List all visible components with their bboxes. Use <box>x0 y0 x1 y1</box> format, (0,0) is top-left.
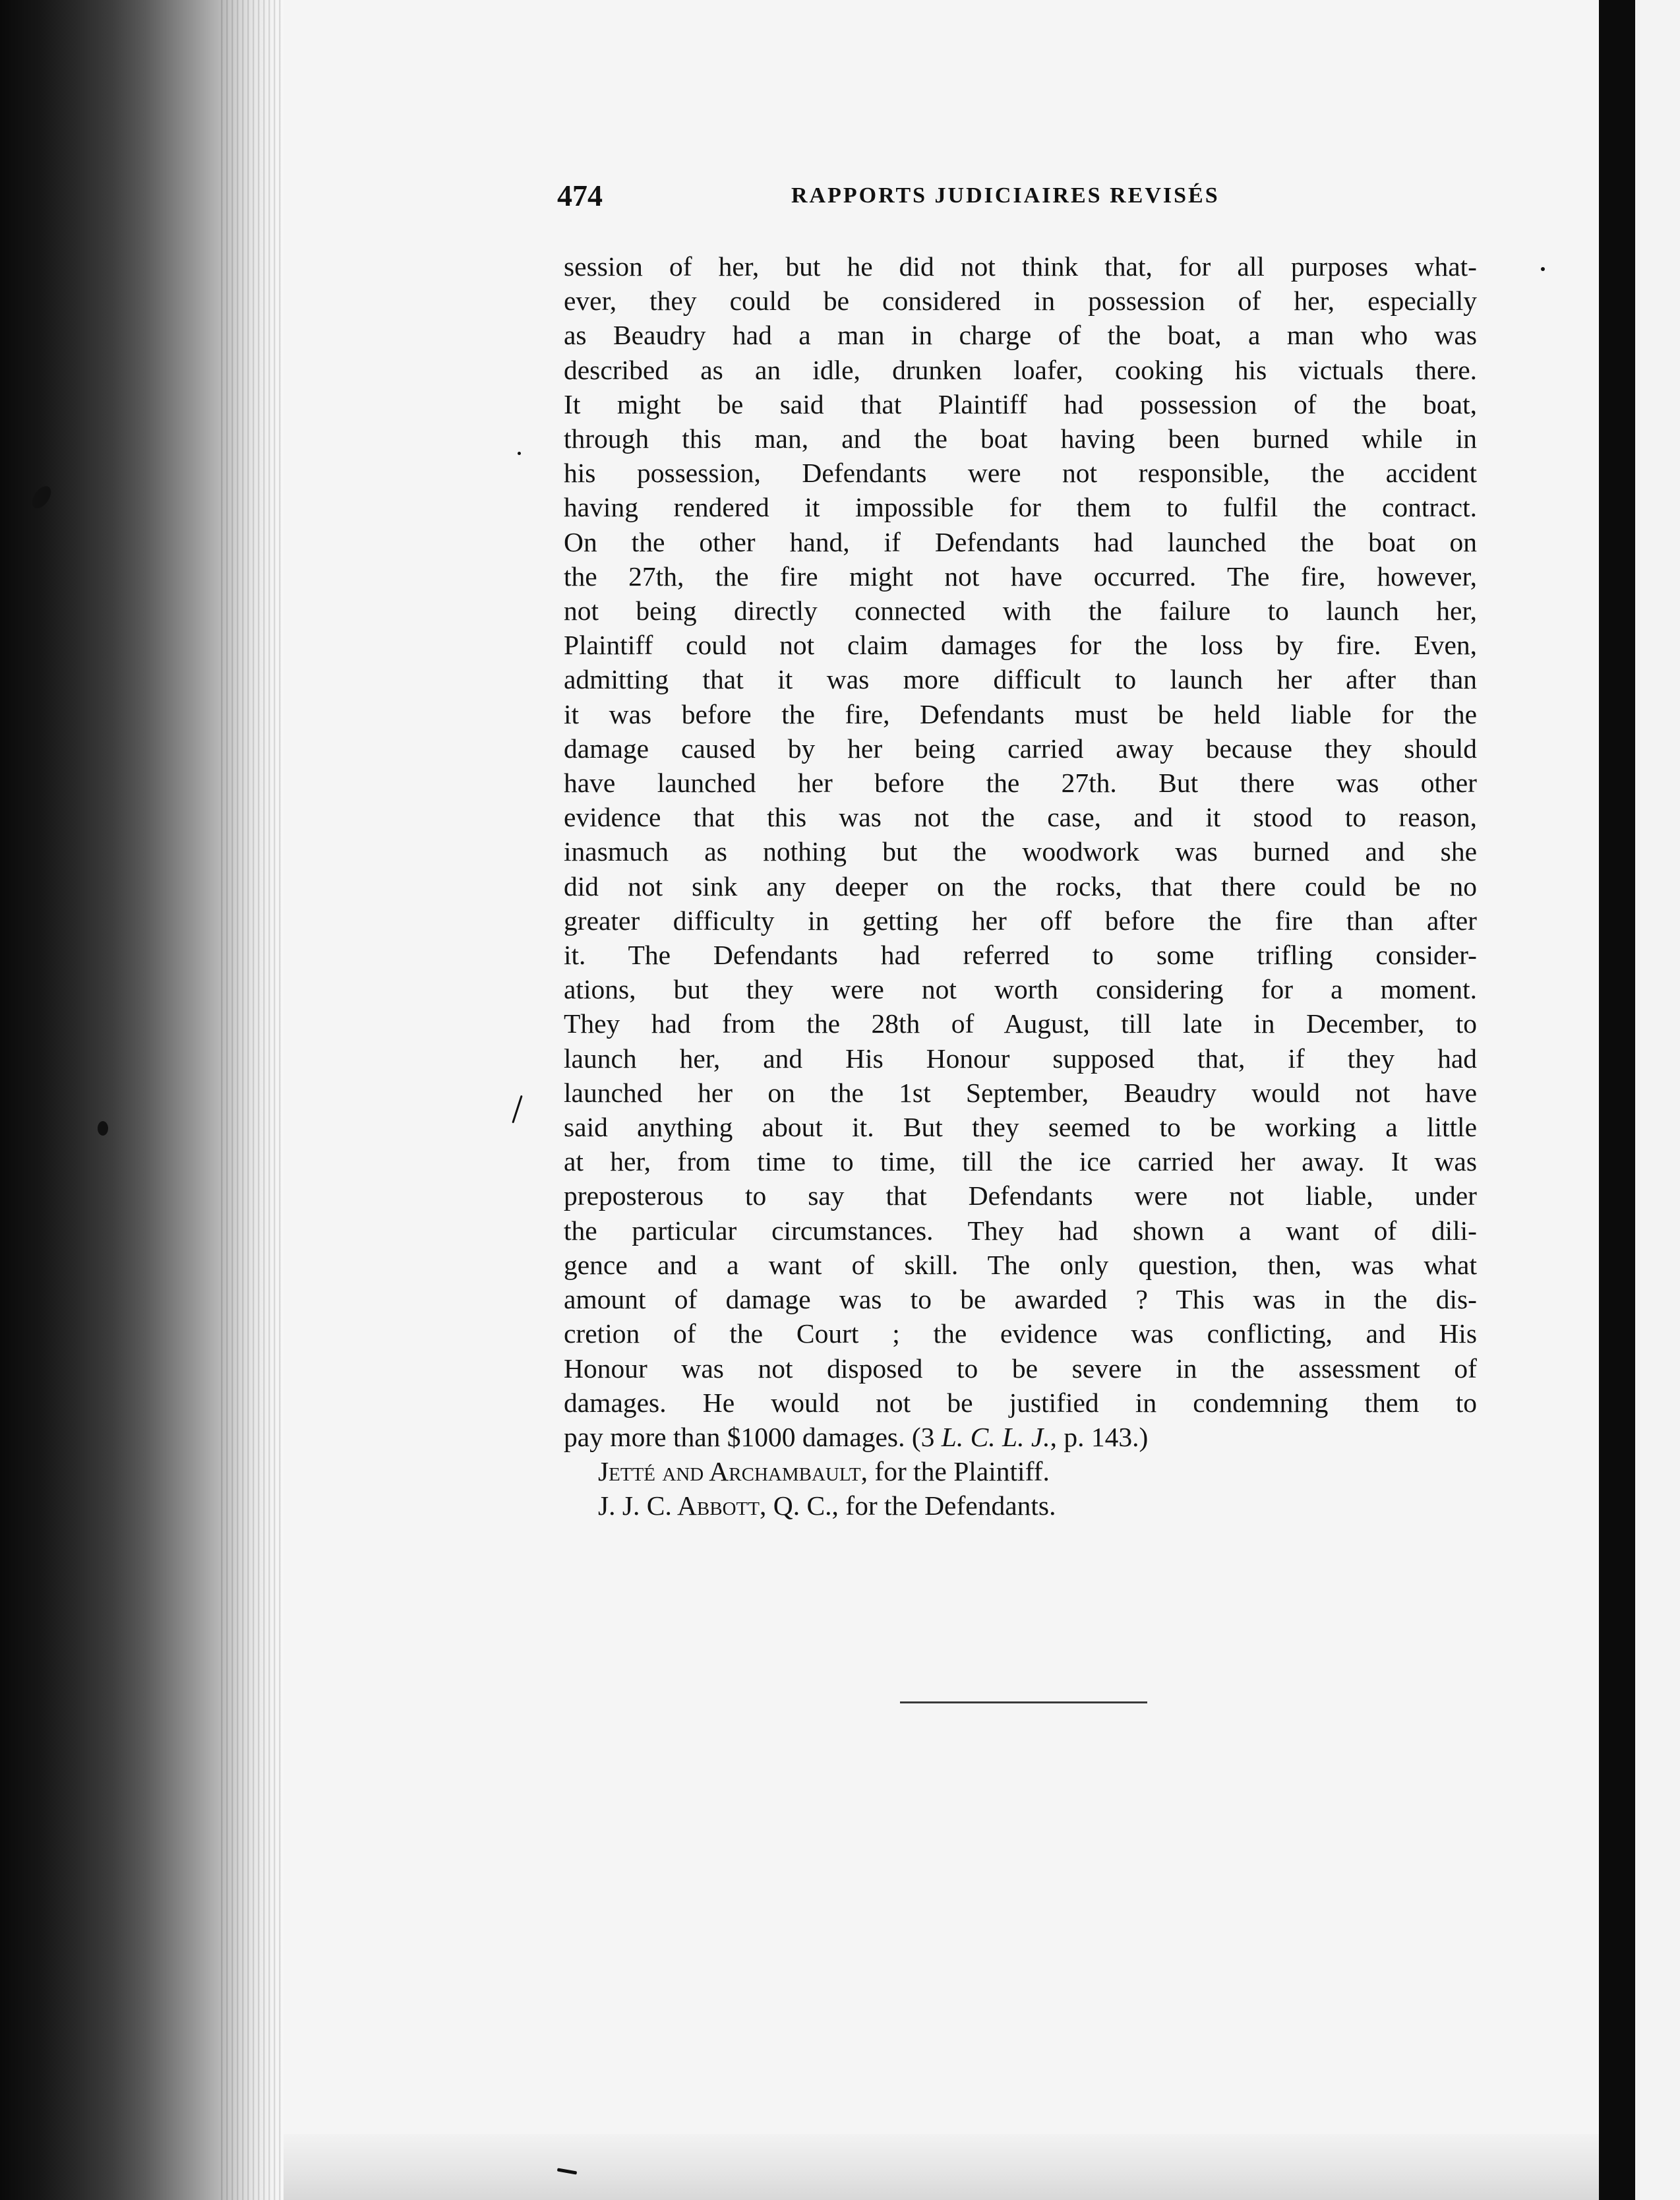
text-line: session of her, but he did not think that, for all purposes what- <box>564 251 1477 282</box>
scan-speck <box>98 1121 108 1136</box>
text-line: launched her on the 1st September, Beaudry would not have <box>564 1077 1477 1108</box>
text-line: Plaintiff could not claim damages for the loss by fire. Even, <box>564 630 1477 661</box>
text-line: launch her, and His Honour supposed that, if they had <box>564 1043 1477 1074</box>
text-line: did not sink any deeper on the rocks, that there could be no <box>564 871 1477 901</box>
final-text-line <box>564 1420 1477 1454</box>
text-line: On the other hand, if Defendants had launched the boat on <box>564 526 1477 557</box>
text-line: damage caused by her being carried away because they should <box>564 733 1477 764</box>
text-line: it was before the fire, Defendants must be held liable for the <box>564 698 1477 729</box>
text-line: They had from the 28th of August, till late in December, to <box>564 1008 1477 1039</box>
facing-page-shadow <box>1599 0 1635 2200</box>
text-line: inasmuch as nothing but the woodwork was burned and she <box>564 836 1477 867</box>
running-head <box>557 178 1269 224</box>
text-line: having rendered it impossible for them to fulfil the contract. <box>564 492 1477 523</box>
text-line: amount of damage was to be awarded ? This was in the dis- <box>564 1284 1477 1315</box>
text-line: Honour was not disposed to be severe in the assessment of <box>564 1353 1477 1384</box>
final-line-text: pay more than $1000 damages. (3 <box>564 1421 942 1452</box>
end-rule <box>900 1701 1147 1703</box>
text-line: evidence that this was not the case, and it stood to reason, <box>564 802 1477 833</box>
text-line: said anything about it. But they seemed to be working a little <box>564 1112 1477 1143</box>
text-line: not being directly connected with the failure to launch her, <box>564 596 1477 626</box>
counsel-defendants <box>564 1488 1477 1523</box>
text-line: at her, from time to time, till the ice carried her away. It was <box>564 1146 1477 1177</box>
text-line: damages. He would not be justified in condemning them to <box>564 1387 1477 1418</box>
text-line: the 27th, the fire might not have occurred. The fire, however, <box>564 561 1477 592</box>
text-line: his possession, Defendants were not responsible, the accident <box>564 458 1477 489</box>
counsel-plaintiff <box>564 1454 1477 1488</box>
counsel-names: Jetté and Archambault <box>598 1456 861 1487</box>
text-line: it. The Defendants had referred to some trifling consider- <box>564 940 1477 971</box>
text-line: admitting that it was more difficult to launch her after than <box>564 664 1477 695</box>
text-line: ations, but they were not worth considering for a moment. <box>564 974 1477 1005</box>
text-line: have launched her before the 27th. But there was other <box>564 768 1477 799</box>
scan-speck <box>1541 267 1545 271</box>
running-title: RAPPORTS JUDICIAIRES REVISÉS <box>791 183 1220 208</box>
text-line: gence and a want of skill. The only question, then, was what <box>564 1249 1477 1280</box>
right-margin <box>1635 0 1680 2200</box>
text-line: described as an idle, drunken loafer, cooking his victuals there. <box>564 354 1477 385</box>
body-text <box>564 249 1477 1523</box>
page-number: 474 <box>557 179 603 212</box>
text-line: the particular circumstances. They had shown a want of dili- <box>564 1215 1477 1246</box>
text-line: ever, they could be considered in possession of her, especially <box>564 286 1477 317</box>
text-line: greater difficulty in getting her off before the fire than after <box>564 905 1477 936</box>
citation-suffix: , p. 143.) <box>1050 1421 1149 1452</box>
citation: L. C. L. J. <box>941 1421 1050 1452</box>
scan-speck <box>518 452 521 455</box>
counsel-role: , for the Plaintiff. <box>860 1456 1050 1487</box>
text-line: as Beaudry had a man in charge of the boat, a man who was <box>564 320 1477 351</box>
counsel-role: , for the Defendants. <box>831 1490 1056 1521</box>
text-line: It might be said that Plaintiff had possession of the boat, <box>564 388 1477 419</box>
text-line: cretion of the Court ; the evidence was conflicting, and His <box>564 1318 1477 1349</box>
counsel-names: J. J. C. Abbott, Q. C. <box>598 1490 832 1521</box>
text-line: preposterous to say that Defendants were not liable, under <box>564 1180 1477 1211</box>
text-line: through this man, and the boat having been burned while in <box>564 423 1477 454</box>
page-edge-stack <box>218 0 284 2200</box>
page-bottom-edge <box>284 2134 1599 2200</box>
